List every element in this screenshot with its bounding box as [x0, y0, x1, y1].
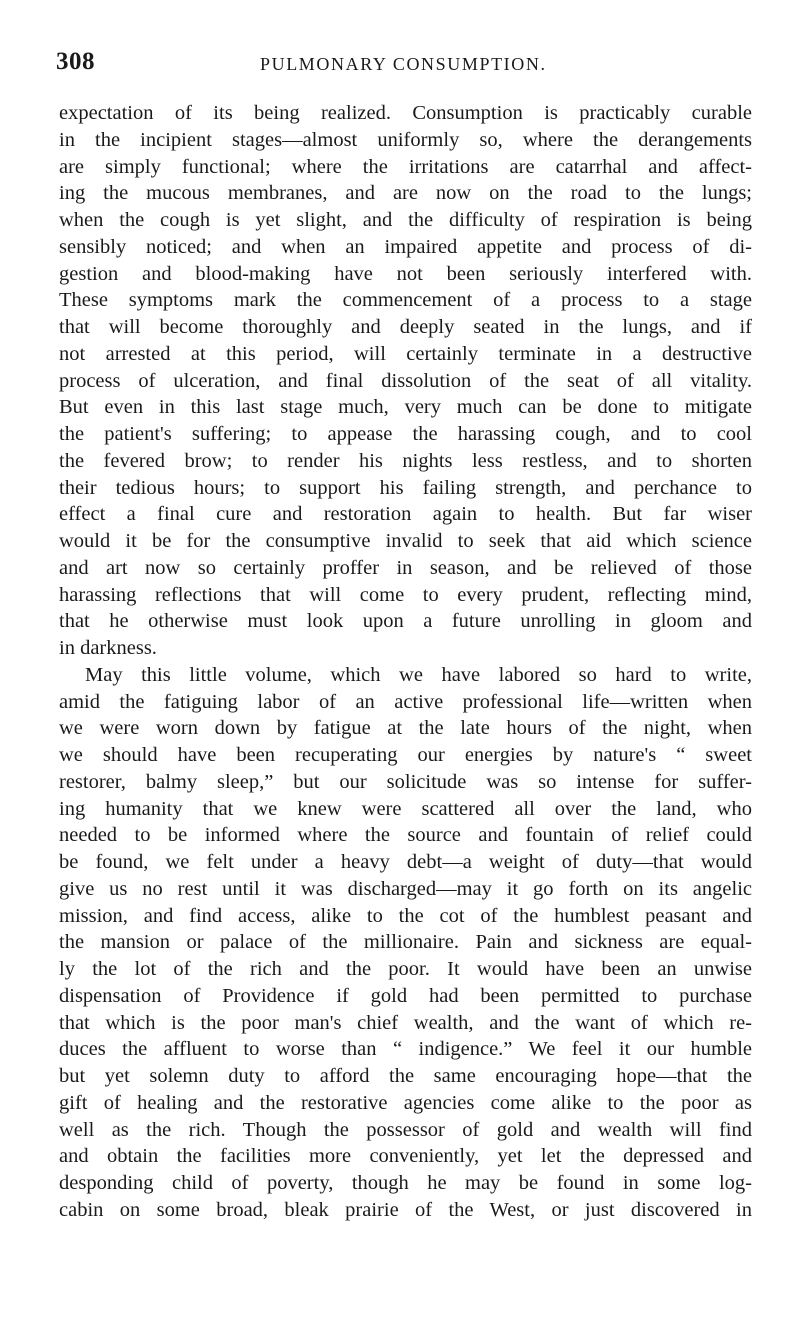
text-line: gestion and blood-making have not been seriously interfered with.	[59, 262, 752, 285]
text-line: sensibly noticed; and when an impaired appetite and process of di-	[59, 235, 752, 258]
page-number: 308	[56, 48, 95, 75]
text-line: that will become thoroughly and deeply seated in the lungs, and if	[59, 316, 752, 338]
text-line: well as the rich. Though the possessor of gold and wealth will find	[59, 1118, 752, 1141]
text-line: effect a final cure and restoration again to health. But far wiser	[59, 503, 752, 526]
text-line: May this little volume, which we have labored so hard to write,	[85, 663, 752, 686]
text-line: are simply functional; where the irritations are catarrhal and affect-	[59, 155, 752, 178]
text-line: ing humanity that we knew were scattered all over the land, who	[59, 797, 752, 820]
text-line: needed to be informed where the source and fountain of relief could	[59, 824, 752, 847]
text-line: give us no rest until it was discharged—may it go forth on its angelic	[59, 877, 752, 900]
text-line: cabin on some broad, bleak prairie of the West, or just discovered in	[59, 1198, 752, 1221]
text-line: the patient's suffering; to appease the harassing cough, and to cool	[59, 423, 752, 445]
text-line: and art now so certainly proffer in season, and be relieved of those	[59, 556, 752, 579]
paragraph	[59, 100, 752, 662]
text-line: be found, we felt under a heavy debt—a weight of duty—that would	[59, 851, 752, 873]
text-line: when the cough is yet slight, and the difficulty of respiration is being	[59, 209, 752, 231]
text-line: we should have been recuperating our energies by nature's “ sweet	[59, 744, 752, 766]
running-head: PULMONARY CONSUMPTION.	[260, 54, 547, 74]
text-line: harassing reflections that will come to every prudent, reflecting mind,	[59, 583, 752, 606]
page-header	[0, 48, 801, 88]
text-line: But even in this last stage much, very much can be done to mitigate	[59, 396, 752, 419]
text-line: gift of healing and the restorative agencies come alike to the poor as	[59, 1091, 752, 1114]
text-line: would it be for the consumptive invalid to seek that aid which science	[59, 530, 752, 552]
text-line: expectation of its being realized. Consumption is practicably curable	[59, 102, 752, 124]
paragraph	[59, 662, 752, 1224]
text-line: we were worn down by fatigue at the late hours of the night, when	[59, 717, 752, 740]
text-line: not arrested at this period, will certainly terminate in a destructive	[59, 342, 752, 365]
text-line: ing the mucous membranes, and are now on the road to the lungs;	[59, 182, 752, 205]
text-line: the fevered brow; to render his nights less restless, and to shorten	[59, 449, 752, 472]
body-text	[59, 100, 752, 1224]
text-line: dispensation of Providence if gold had been permitted to purchase	[59, 984, 752, 1007]
text-line: but yet solemn duty to afford the same encouraging hope—that the	[59, 1065, 752, 1087]
text-line: These symptoms mark the commencement of a process to a stage	[59, 289, 752, 312]
text-line: restorer, balmy sleep,” but our solicitude was so intense for suffer-	[59, 770, 752, 793]
text-line: ly the lot of the rich and the poor. It would have been an unwise	[59, 958, 752, 980]
text-line: and obtain the facilities more conveniently, yet let the depressed and	[59, 1145, 752, 1168]
text-line: duces the affluent to worse than “ indigence.” We feel it our humble	[59, 1038, 752, 1061]
text-line: that which is the poor man's chief wealth, and the want of which re-	[59, 1011, 752, 1034]
text-line: desponding child of poverty, though he may be found in some log-	[59, 1172, 752, 1194]
text-line: that he otherwise must look upon a future unrolling in gloom and	[59, 610, 752, 633]
text-line: the mansion or palace of the millionaire. Pain and sickness are equal-	[59, 931, 752, 954]
text-line: in darkness.	[59, 637, 157, 659]
text-line: their tedious hours; to support his failing strength, and perchance to	[59, 476, 752, 499]
text-line: amid the fatiguing labor of an active professional life—written when	[59, 690, 752, 713]
text-line: in the incipient stages—almost uniformly so, where the derangements	[59, 128, 752, 151]
text-line: mission, and find access, alike to the cot of the humblest peasant and	[59, 904, 752, 927]
text-line: process of ulceration, and final dissolution of the seat of all vitality.	[59, 369, 752, 392]
